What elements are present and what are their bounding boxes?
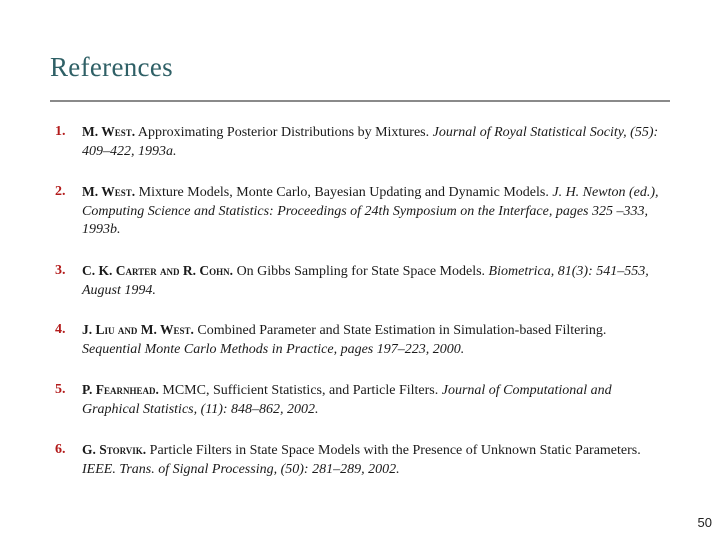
reference-number: 1.: [55, 124, 66, 139]
reference-venue: Biometrica, 81(3): 541–553, August 1994.: [82, 264, 649, 298]
reference-title: Particle Filters in State Space Models with the Presence of Unknown Static Parameters.: [146, 443, 641, 458]
reference-authors: M. West.: [82, 184, 136, 199]
reference-item: [55, 183, 665, 240]
reference-number: 2.: [55, 184, 66, 199]
page-number: 50: [697, 515, 712, 530]
reference-title: Approximating Posterior Distributions by Mixtures.: [135, 125, 433, 140]
reference-item: [55, 381, 665, 419]
reference-venue: J. H. Newton (ed.), Computing Science and Statistics: Proceedings of 24th Symposium on the Interface, pages 325 –333, 1993b.: [82, 185, 659, 237]
reference-authors: G. Storvik.: [82, 442, 147, 457]
reference-authors: J. Liu and M. West.: [82, 322, 194, 337]
reference-venue: Sequential Monte Carlo Methods in Practice, pages 197–223, 2000.: [82, 341, 465, 357]
reference-number: 3.: [55, 263, 66, 278]
reference-venue: Journal of Royal Statistical Socity, (55): 409–422, 1993a.: [82, 125, 659, 159]
reference-number: 5.: [55, 382, 66, 397]
reference-authors: C. K. Carter and R. Cohn.: [82, 263, 234, 278]
reference-venue: IEEE. Trans. of Signal Processing, (50): 281–289, 2002.: [82, 461, 400, 477]
reference-item: [55, 441, 665, 479]
reference-item: [55, 262, 665, 300]
reference-number: 4.: [55, 322, 66, 337]
reference-item: [55, 123, 665, 161]
reference-item: [55, 321, 665, 359]
reference-title: Mixture Models, Monte Carlo, Bayesian Updating and Dynamic Models.: [135, 185, 553, 200]
reference-number: 6.: [55, 442, 66, 457]
reference-authors: M. West.: [82, 124, 136, 139]
reference-venue: Journal of Computational and Graphical Statistics, (11): 848–862, 2002.: [82, 383, 612, 417]
reference-title: On Gibbs Sampling for State Space Models.: [233, 264, 489, 279]
slide-title: References: [50, 52, 173, 82]
reference-authors: P. Fearnhead.: [82, 382, 159, 397]
title-divider: [50, 100, 670, 102]
reference-title: MCMC, Sufficient Statistics, and Particle Filters.: [158, 383, 442, 398]
reference-title: Combined Parameter and State Estimation in Simulation-based Filtering.: [193, 323, 607, 338]
